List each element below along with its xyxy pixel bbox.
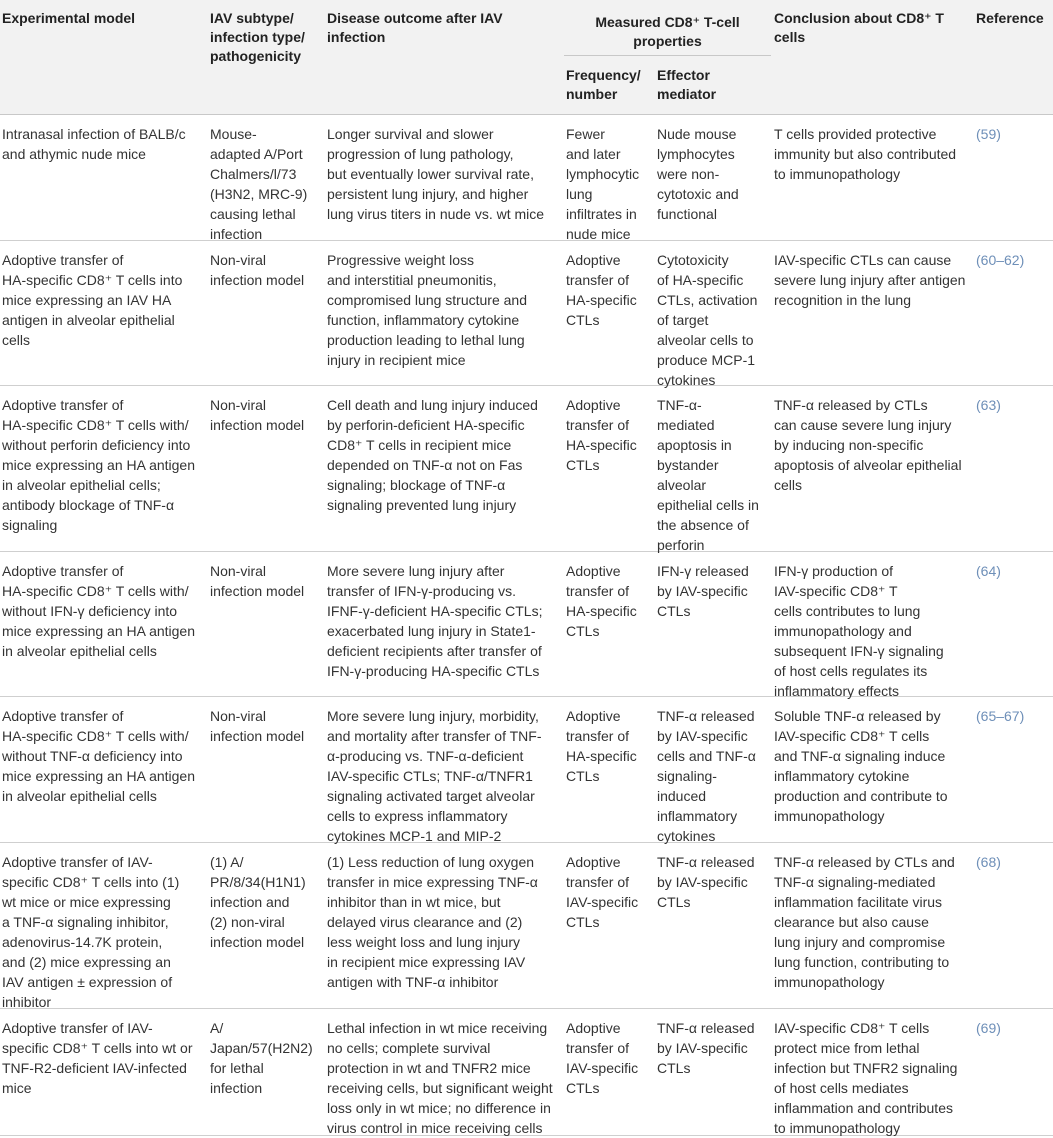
cell-disease-outcome: (1) Less reduction of lung oxygen transfer in mice expressing TNF-α inhibitor than in wt mice, but delayed virus clearance and (2) less weight loss and lung injury in recipient mice expressing IAV antigen with TNF-α inhibitor	[327, 854, 538, 990]
cell-frequency: Adoptive transfer of HA-specific CTLs	[566, 252, 637, 328]
cell-iav-subtype: Non-viral infection model	[210, 708, 305, 744]
cell-disease-outcome: More severe lung injury after transfer of IFN-γ-producing vs. IFNF-γ-deficient HA-specific CTLs; exacerbated lung injury in State1- deficient recipients after transfer of IFN-γ-producing HA-specific CTLs	[327, 563, 543, 679]
cell-iav-subtype: Non-viral infection model	[210, 252, 305, 288]
cell-effector: TNF-α- mediated apoptosis in bystander alveolar epithelial cells in the absence of perforin	[657, 397, 759, 553]
cell-experimental-model: Adoptive transfer of HA-specific CD8⁺ T cells with/ without IFN-γ deficiency into mice expressing an HA antigen in alveolar epithelial cells	[2, 563, 195, 659]
cell-conclusion: TNF-α released by CTLs can cause severe lung injury by inducing non-specific apoptosis of alveolar epithelial cells	[774, 397, 962, 493]
cell-effector: IFN-γ released by IAV-specific CTLs	[657, 563, 749, 619]
cell-iav-subtype: (1) A/ PR/8/34(H1N1) infection and (2) non-viral infection model	[210, 854, 306, 950]
cell-conclusion: Soluble TNF-α released by IAV-specific CD8⁺ T cells and TNF-α signaling induce inflammatory cytokine production and contribute to immunopathology	[774, 708, 948, 824]
cell-disease-outcome: Progressive weight loss and interstitial pneumonitis, compromised lung structure and function, inflammatory cytokine production leading to lethal lung injury in recipient mice	[327, 252, 527, 368]
cell-experimental-model: Adoptive transfer of IAV- specific CD8⁺ T cells into (1) wt mice or mice expressing a TNF-α signaling inhibitor, adenovirus-14.7K protein, and (2) mice expressing an IAV antigen ± expression of inhibitor	[2, 854, 180, 1010]
header-experimental-model: Experimental model	[2, 10, 136, 26]
cell-experimental-model: Adoptive transfer of HA-specific CD8⁺ T cells with/ without TNF-α deficiency into mice expressing an HA antigen in alveolar epithelial cells	[2, 708, 195, 804]
cell-frequency: Adoptive transfer of IAV-specific CTLs	[566, 1020, 639, 1096]
cell-experimental-model: Adoptive transfer of HA-specific CD8⁺ T cells with/ without perforin deficiency into mice expressing an HA antigen in alveolar epithelial cells; antibody blockage of TNF-α signaling	[2, 397, 195, 533]
cell-effector: TNF-α released by IAV-specific cells and TNF-α signaling- induced inflammatory cytokines	[657, 708, 756, 844]
table-header	[0, 0, 1053, 115]
table-row	[0, 385, 1053, 552]
cell-reference-link[interactable]: (64)	[976, 563, 1001, 579]
cell-conclusion: T cells provided protective immunity but also contributed to immunopathology	[774, 126, 957, 182]
cell-disease-outcome: Lethal infection in wt mice receiving no cells; complete survival protection in wt and TNFR2 mice receiving cells, but significant weight loss only in wt mice; no difference in virus control in mice receiving cells	[327, 1020, 553, 1136]
cell-frequency: Adoptive transfer of IAV-specific CTLs	[566, 854, 639, 930]
cell-disease-outcome: Cell death and lung injury induced by perforin-deficient HA-specific CD8⁺ T cells in recipient mice depended on TNF-α not on Fas signaling; blockage of TNF-α signaling prevented lung injury	[327, 397, 538, 513]
cell-experimental-model: Intranasal infection of BALB/c and athymic nude mice	[2, 126, 186, 162]
cell-conclusion: IAV-specific CTLs can cause severe lung injury after antigen recognition in the lung	[774, 252, 966, 308]
table-row	[0, 1008, 1053, 1136]
cell-reference-link[interactable]: (68)	[976, 854, 1001, 870]
table-row	[0, 114, 1053, 241]
cell-effector: TNF-α released by IAV-specific CTLs	[657, 1020, 755, 1076]
table-row	[0, 240, 1053, 386]
header-conclusion: Conclusion about CD8⁺ T cells	[774, 10, 944, 45]
header-group-divider	[564, 55, 771, 56]
cell-frequency: Fewer and later lymphocytic lung infiltrates in nude mice	[566, 126, 640, 242]
cell-effector: Nude mouse lymphocytes were non- cytotoxic and functional	[657, 126, 739, 222]
cell-conclusion: TNF-α released by CTLs and TNF-α signaling-mediated inflammation facilitate virus clearance but also cause lung injury and compromise lung function, contributing to immunopathology	[774, 854, 955, 990]
cell-effector: TNF-α released by IAV-specific CTLs	[657, 854, 755, 910]
header-reference: Reference	[976, 10, 1044, 26]
table-row	[0, 842, 1053, 1009]
cell-reference-link[interactable]: (63)	[976, 397, 1001, 413]
header-frequency-number: Frequency/ number	[566, 67, 641, 102]
cell-iav-subtype: Non-viral infection model	[210, 397, 305, 433]
header-measured-properties: Measured CD8⁺ T-cell properties	[595, 14, 740, 49]
cell-disease-outcome: More severe lung injury, morbidity, and mortality after transfer of TNF- α-producing vs. TNF-α-deficient IAV-specific CTLs; TNF-α/TNFR1 signaling activated target alveolar cells to express inflammatory cytokines MCP-1 and MIP-2	[327, 708, 542, 844]
cell-iav-subtype: Non-viral infection model	[210, 563, 305, 599]
table-row	[0, 696, 1053, 843]
cell-reference-link[interactable]: (65–67)	[976, 708, 1025, 724]
header-effector-mediator: Effector mediator	[657, 67, 717, 102]
cell-effector: Cytotoxicity of HA-specific CTLs, activation of target alveolar cells to produce MCP-1 cytokines	[657, 252, 758, 388]
table-row	[0, 551, 1053, 697]
header-disease-outcome: Disease outcome after IAV infection	[327, 10, 503, 45]
cell-frequency: Adoptive transfer of HA-specific CTLs	[566, 708, 637, 784]
cell-conclusion: IAV-specific CD8⁺ T cells protect mice from lethal infection but TNFR2 signaling of host cells mediates inflammation and contributes to immunopathology	[774, 1020, 958, 1136]
cell-frequency: Adoptive transfer of HA-specific CTLs	[566, 563, 637, 639]
cell-disease-outcome: Longer survival and slower progression of lung pathology, but eventually lower survival rate, persistent lung injury, and higher lung virus titers in nude vs. wt mice	[327, 126, 545, 222]
cell-reference-link[interactable]: (69)	[976, 1020, 1001, 1036]
cell-conclusion: IFN-γ production of IAV-specific CD8⁺ T cells contributes to lung immunopathology and subsequent IFN-γ signaling of host cells regulates its inflammatory effects	[774, 563, 944, 699]
cell-iav-subtype: A/ Japan/57(H2N2) for lethal infection	[210, 1020, 313, 1096]
header-iav-subtype: IAV subtype/ infection type/ pathogenicity	[210, 10, 305, 64]
cell-iav-subtype: Mouse- adapted A/Port Chalmers/l/73 (H3N2, MRC-9) causing lethal infection	[210, 126, 308, 242]
cell-experimental-model: Adoptive transfer of HA-specific CD8⁺ T cells into mice expressing an IAV HA antigen in alveolar epithelial cells	[2, 252, 183, 348]
cell-reference-link[interactable]: (60–62)	[976, 252, 1025, 268]
cell-experimental-model: Adoptive transfer of IAV- specific CD8⁺ T cells into wt or TNF-R2-deficient IAV-infected mice	[2, 1020, 193, 1096]
cell-reference-link[interactable]: (59)	[976, 126, 1001, 142]
cell-frequency: Adoptive transfer of HA-specific CTLs	[566, 397, 637, 473]
